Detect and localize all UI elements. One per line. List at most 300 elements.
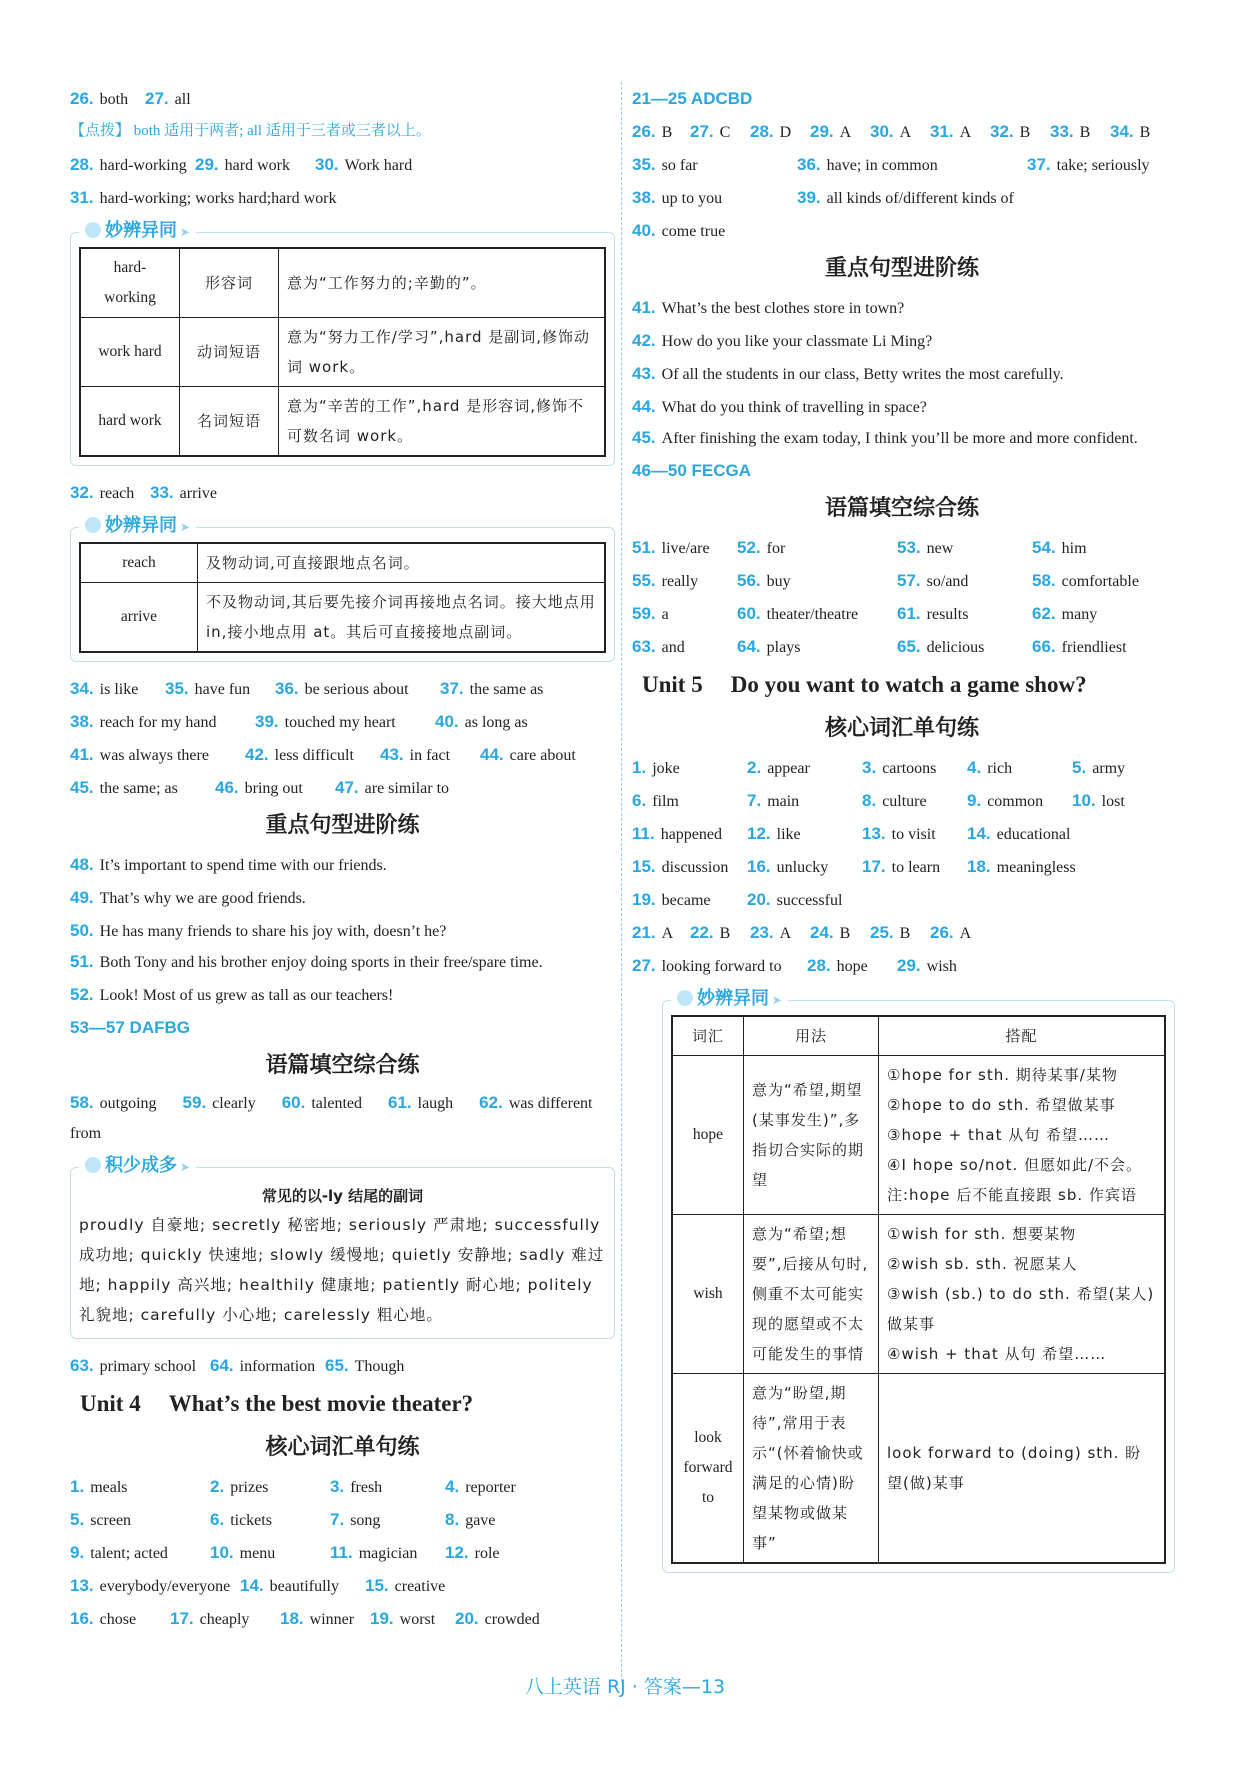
answer-text: B — [899, 925, 911, 942]
answer-text: chose — [99, 1611, 137, 1628]
arrow-icon: ➤ — [180, 1160, 191, 1174]
answer-item — [170, 1602, 249, 1636]
answer-item — [240, 1569, 339, 1603]
answer-number: 43. — [632, 364, 656, 383]
answer-row — [70, 1569, 615, 1602]
compare-box — [70, 220, 615, 466]
answer-text: discussion — [661, 859, 729, 876]
answer-text: comfortable — [1061, 573, 1139, 590]
answer-item — [315, 148, 412, 182]
answer-item — [632, 751, 680, 785]
answer-item — [930, 916, 971, 950]
answer-item — [632, 324, 932, 358]
answer-number: 42. — [632, 331, 656, 350]
answer-number: 5. — [1072, 758, 1087, 777]
answer-text: results — [926, 606, 969, 623]
answer-row — [70, 1088, 615, 1149]
answer-text: theater/theatre — [766, 606, 859, 623]
answer-item — [1027, 148, 1150, 182]
answer-number: 1. — [70, 1477, 85, 1496]
answer-row — [632, 390, 1172, 423]
answer-item — [1032, 531, 1087, 565]
unit-title: Unit 5 Do you want to watch a game show? — [642, 672, 1087, 697]
answer-item — [1032, 630, 1127, 664]
answer-text: a — [661, 606, 669, 623]
answer-number: 44. — [632, 397, 656, 416]
answer-text: After finishing the exam today, I think you’ll be more and more confident. — [661, 430, 1138, 447]
answer-text: talent; acted — [90, 1545, 168, 1562]
answer-item — [435, 705, 528, 739]
answer-item — [862, 850, 940, 884]
section-heading: 语篇填空综合练 — [824, 496, 979, 521]
answer-text: meals — [90, 1479, 128, 1496]
answer-number: 43. — [380, 745, 404, 764]
answer-item — [862, 751, 936, 785]
answer-item — [195, 148, 290, 182]
answer-text: What do you think of travelling in space? — [661, 399, 927, 416]
answer-text: have; in common — [826, 157, 938, 174]
answer-row — [632, 630, 1172, 663]
answer-text: meaningless — [996, 859, 1076, 876]
answer-item — [70, 181, 336, 215]
answer-row — [632, 564, 1172, 597]
tip-text: both 适用于两者; all 适用于三者或三者以上。 — [133, 123, 431, 139]
answer-text: up to you — [661, 190, 723, 207]
answer-text: gave — [465, 1512, 496, 1529]
answer-item — [330, 1536, 417, 1570]
answer-number: 21. — [632, 923, 656, 942]
answer-row — [632, 916, 1172, 949]
answer-text: C — [719, 124, 731, 141]
answer-text: and — [661, 639, 685, 656]
answer-text: take; seriously — [1056, 157, 1150, 174]
answer-item — [990, 115, 1030, 149]
answer-item — [70, 82, 128, 116]
table-row: hope 意为“希望,期望(某事发生)”,多指切合实际的期望 ①hope for sth. 期待某事/某物 ②hope to do sth. 希望做某事 ③hope + that 从句 希望…… ④I hope so/not. 但愿如此/不会。 注:hope 后不能直接跟 sb. 作宾语 — [672, 1056, 1165, 1215]
answer-row — [632, 949, 1172, 982]
answer-row — [70, 476, 615, 509]
answer-text: lost — [1101, 793, 1125, 810]
answer-item — [632, 564, 698, 598]
answer-item — [455, 1602, 540, 1636]
answer-item — [70, 1095, 157, 1112]
answer-number: 8. — [862, 791, 877, 810]
answer-item — [737, 531, 785, 565]
answer-number: 27. — [690, 122, 714, 141]
answer-item — [797, 181, 1014, 215]
answer-number: 24. — [810, 923, 834, 942]
answer-number: 11. — [330, 1543, 353, 1562]
answer-item — [275, 672, 409, 706]
answer-number: 41. — [632, 298, 656, 317]
answer-row — [70, 738, 615, 771]
compare-box — [70, 515, 615, 662]
answer-number: 35. — [632, 155, 656, 174]
arrow-icon: ➤ — [180, 520, 191, 534]
answer-item — [737, 630, 800, 664]
answer-item — [747, 850, 828, 884]
answer-text: are similar to — [364, 780, 450, 797]
answer-number: 28. — [807, 956, 831, 975]
table-row: hard work 名词短语 意为“辛苦的工作”,hard 是形容词,修饰不可数名词 work。 — [80, 387, 605, 457]
answer-row — [632, 817, 1172, 850]
answer-row — [70, 1470, 615, 1503]
answer-number: 11. — [632, 824, 655, 843]
answer-number: 17. — [862, 857, 886, 876]
answer-text: so/and — [926, 573, 969, 590]
answer-text: have fun — [194, 681, 251, 698]
compare-table — [671, 1015, 1166, 1564]
tip-note — [70, 115, 615, 148]
answer-item — [750, 916, 791, 950]
answer-number: 35. — [165, 679, 189, 698]
answer-number: 20. — [747, 890, 771, 909]
answer-number: 45. — [632, 428, 656, 447]
answer-text: reporter — [465, 1479, 516, 1496]
answer-item — [70, 1569, 230, 1603]
answer-text: happened — [660, 826, 723, 843]
answer-number: 4. — [967, 758, 982, 777]
answer-item — [897, 597, 968, 631]
answer-text: became — [661, 892, 711, 909]
answer-number: 58. — [70, 1093, 94, 1112]
answer-number: 46. — [215, 778, 239, 797]
answer-item — [280, 1602, 354, 1636]
answer-number: 10. — [210, 1543, 234, 1562]
right-column — [632, 82, 1172, 1583]
answer-number: 55. — [632, 571, 656, 590]
answer-number: 54. — [1032, 538, 1056, 557]
answer-text: A — [661, 925, 674, 942]
answer-text: A — [899, 124, 912, 141]
answer-number: 56. — [737, 571, 761, 590]
answer-item — [797, 148, 938, 182]
answer-item — [330, 1503, 380, 1537]
answer-item — [690, 115, 730, 149]
section-answer: 46—50 FECGA — [632, 461, 752, 480]
answer-text: hope — [836, 958, 868, 975]
answer-text: is like — [99, 681, 139, 698]
answer-text: role — [474, 1545, 500, 1562]
answer-number: 10. — [1072, 791, 1096, 810]
answer-row — [632, 423, 1172, 454]
answer-item — [737, 597, 858, 631]
answer-item — [750, 115, 791, 149]
answer-number: 16. — [70, 1609, 94, 1628]
answer-item — [1032, 564, 1139, 598]
answer-item — [365, 1569, 445, 1603]
answer-number: 20. — [455, 1609, 479, 1628]
answer-number: 49. — [70, 888, 94, 907]
answer-number: 3. — [330, 1477, 345, 1496]
answer-item — [747, 751, 810, 785]
answer-number: 53. — [897, 538, 921, 557]
tip-box-title: 积少成多 ➤ — [79, 1154, 196, 1179]
answer-item — [632, 531, 710, 565]
answer-item — [632, 916, 673, 950]
answer-number: 38. — [70, 712, 94, 731]
answer-text: many — [1061, 606, 1098, 623]
answer-number: 2. — [747, 758, 762, 777]
answer-number: 48. — [70, 855, 94, 874]
answer-row — [632, 751, 1172, 784]
answer-text: care about — [509, 747, 576, 764]
answer-item — [70, 954, 543, 971]
answer-item — [967, 817, 1070, 851]
answer-item — [632, 214, 725, 248]
answer-text: army — [1092, 760, 1126, 777]
answer-item — [1072, 784, 1125, 818]
answer-number: 45. — [70, 778, 94, 797]
answer-item — [445, 1503, 495, 1537]
answer-text: Though — [354, 1358, 405, 1375]
answer-item — [70, 848, 387, 882]
answer-number: 29. — [195, 155, 219, 174]
answer-item — [632, 949, 782, 983]
answer-text: so far — [661, 157, 698, 174]
answer-row — [70, 978, 615, 1011]
answer-item — [445, 1536, 500, 1570]
section-answer: 53—57 DAFBG — [70, 1018, 190, 1037]
answer-text: B — [719, 925, 731, 942]
answer-number: 9. — [70, 1543, 85, 1562]
answer-text: How do you like your classmate Li Ming? — [661, 333, 933, 350]
answer-number: 19. — [370, 1609, 394, 1628]
answer-text: B — [661, 124, 673, 141]
answer-text: was different from — [70, 1095, 593, 1142]
compare-box — [662, 988, 1175, 1573]
answer-number: 1. — [632, 758, 647, 777]
answer-item — [632, 850, 728, 884]
answer-text: rich — [987, 760, 1013, 777]
answer-number: 39. — [255, 712, 279, 731]
answer-item — [632, 883, 711, 917]
answer-text: cheaply — [199, 1611, 250, 1628]
answer-item — [807, 949, 868, 983]
table-row: look forward to 意为“盼望,期待”,常用于表示“(怀着愉快或满足的心情)盼望某物或做某事” look forward to (doing) sth. 盼望(做)某事 — [672, 1374, 1165, 1564]
answer-number: 34. — [70, 679, 94, 698]
answer-number: 57. — [897, 571, 921, 590]
answer-number: 40. — [435, 712, 459, 731]
answer-number: 13. — [70, 1576, 94, 1595]
answer-number: 36. — [275, 679, 299, 698]
answer-text: reach for my hand — [99, 714, 217, 731]
answer-text: unlucky — [776, 859, 829, 876]
answer-number: 4. — [445, 1477, 460, 1496]
answer-text: outgoing — [99, 1095, 157, 1112]
answer-text: laugh — [417, 1095, 454, 1112]
answer-number: 7. — [330, 1510, 345, 1529]
answer-row — [632, 850, 1172, 883]
answer-row — [70, 1536, 615, 1569]
answer-text: information — [239, 1358, 316, 1375]
answer-text: appear — [767, 760, 810, 777]
answer-row — [70, 1602, 615, 1635]
answer-text: screen — [90, 1512, 132, 1529]
answer-row — [70, 914, 615, 947]
answer-item — [282, 1095, 362, 1112]
answer-text: come true — [661, 223, 726, 240]
answer-text: magician — [358, 1545, 418, 1562]
answer-text: creative — [394, 1578, 446, 1595]
answer-text: as long as — [464, 714, 528, 731]
answer-number: 32. — [70, 483, 94, 502]
compare-table — [79, 542, 606, 653]
section-heading: 重点句型进阶练 — [824, 256, 979, 281]
table-row: wish 意为“希望;想要”,后接从句时,侧重不太可能实现的愿望或不太可能发生的事情 ①wish for sth. 想要某物 ②wish sb. sth. 祝愿某人 ③wish (sb.) to do sth. 希望(某人)做某事 ④wish + that 从句 希望…… — [672, 1215, 1165, 1374]
answer-item — [70, 914, 446, 948]
answer-number: 25. — [870, 923, 894, 942]
answer-number: 5. — [70, 1510, 85, 1529]
answer-number: 34. — [1110, 122, 1134, 141]
answer-text: arrive — [179, 485, 217, 502]
answer-text: to visit — [891, 826, 936, 843]
answer-text: primary school — [99, 1358, 197, 1375]
answer-row — [632, 115, 1172, 148]
answer-row — [632, 148, 1172, 181]
answer-text: talented — [311, 1095, 362, 1112]
answer-item — [330, 1470, 382, 1504]
answer-item — [632, 817, 722, 851]
answer-text: reach — [99, 485, 135, 502]
answer-item — [632, 784, 679, 818]
answer-number: 27. — [145, 89, 169, 108]
answer-text: crowded — [484, 1611, 540, 1628]
answer-number: 63. — [632, 637, 656, 656]
answer-number: 28. — [750, 122, 774, 141]
answer-item — [870, 115, 911, 149]
answer-text: Both Tony and his brother enjoy doing sports in their free/spare time. — [99, 954, 543, 971]
answer-text: fresh — [350, 1479, 383, 1496]
answer-item — [325, 1349, 404, 1383]
answer-text: tickets — [230, 1512, 272, 1529]
answer-item — [810, 916, 850, 950]
lightbulb-icon — [85, 222, 101, 238]
lightbulb-icon — [677, 990, 693, 1006]
answer-item — [215, 771, 303, 805]
answer-row — [632, 214, 1172, 247]
answer-number: 33. — [150, 483, 174, 502]
answer-text: both — [99, 91, 129, 108]
answer-item — [632, 181, 722, 215]
answer-item — [632, 148, 698, 182]
answer-item — [335, 771, 449, 805]
answer-number: 15. — [365, 1576, 389, 1595]
answer-item — [70, 1503, 131, 1537]
answer-item — [70, 476, 134, 510]
answer-item — [632, 390, 927, 424]
answer-item — [632, 291, 904, 325]
answer-number: 50. — [70, 921, 94, 940]
answer-number: 18. — [280, 1609, 304, 1628]
answer-text: B — [1139, 124, 1151, 141]
answer-item — [632, 430, 1138, 447]
answer-number: 33. — [1050, 122, 1074, 141]
answer-text: A — [959, 124, 972, 141]
compare-box-title: 妙辨异同 ➤ — [79, 514, 196, 539]
answer-text: cartoons — [882, 760, 937, 777]
answer-text: touched my heart — [284, 714, 396, 731]
answer-row — [70, 705, 615, 738]
table-row: hard-working 形容词 意为“工作努力的;辛勤的”。 — [80, 248, 605, 318]
answer-number: 64. — [210, 1356, 234, 1375]
answer-number: 22. — [690, 923, 714, 942]
answer-item — [747, 817, 801, 851]
answer-text: A — [779, 925, 792, 942]
answer-text: A — [839, 124, 852, 141]
answer-item — [150, 476, 217, 510]
answer-text: common — [987, 793, 1044, 810]
answer-item — [1032, 597, 1097, 631]
answer-item — [70, 148, 187, 182]
answer-text: D — [779, 124, 792, 141]
answer-row — [632, 597, 1172, 630]
answer-item — [747, 883, 842, 917]
answer-item — [70, 881, 306, 915]
table-row: reach 及物动词,可直接跟地点名词。 — [80, 543, 605, 583]
answer-number: 38. — [632, 188, 656, 207]
answer-number: 37. — [1027, 155, 1051, 174]
tip-box-text: proudly 自豪地; secretly 秘密地; seriously 严肃地; successfully 成功地; quickly 快速地; slowly 缓慢地; quietly 安静地; sadly 难过地; happily 高兴地; healthily 健康地; patiently 耐心地; politely 礼貌地; carefully 小心地; carelessly 粗心地。 — [79, 1216, 605, 1324]
answer-number: 44. — [480, 745, 504, 764]
answer-item — [70, 978, 393, 1012]
answer-number: 31. — [70, 188, 94, 207]
tip-label: 【点拨】 — [70, 123, 131, 139]
section-heading: 核心词汇单句练 — [265, 1435, 420, 1460]
answer-text: the same as — [469, 681, 544, 698]
answer-text: all kinds of/different kinds of — [826, 190, 1014, 207]
answer-item — [70, 1349, 196, 1383]
answer-item — [70, 705, 216, 739]
answer-text: buy — [766, 573, 791, 590]
answer-text: song — [350, 1512, 381, 1529]
answer-number: 62. — [479, 1093, 503, 1112]
answer-number: 32. — [990, 122, 1014, 141]
answer-text: Of all the students in our class, Betty writes the most carefully. — [661, 366, 1064, 383]
answer-item — [897, 531, 953, 565]
answer-number: 16. — [747, 857, 771, 876]
answer-number: 8. — [445, 1510, 460, 1529]
answer-row — [70, 148, 615, 181]
answer-number: 66. — [1032, 637, 1056, 656]
answer-item — [210, 1503, 272, 1537]
answer-item — [145, 82, 191, 116]
answer-item — [897, 630, 984, 664]
answer-number: 47. — [335, 778, 359, 797]
answer-text: What’s the best clothes store in town? — [661, 300, 905, 317]
answer-number: 31. — [930, 122, 954, 141]
answer-text: the same; as — [99, 780, 178, 797]
answer-item — [632, 115, 672, 149]
answer-text: be serious about — [304, 681, 409, 698]
answer-item — [897, 564, 968, 598]
answer-number: 30. — [315, 155, 339, 174]
answer-item — [165, 672, 250, 706]
answer-number: 26. — [930, 923, 954, 942]
answer-number: 39. — [797, 188, 821, 207]
answer-item — [480, 738, 576, 772]
answer-number: 52. — [70, 985, 94, 1004]
answer-text: He has many friends to share his joy with, doesn’t he? — [99, 923, 447, 940]
answer-item — [862, 817, 936, 851]
lightbulb-icon — [85, 517, 101, 533]
answer-text: everybody/everyone — [99, 1578, 231, 1595]
answer-number: 9. — [967, 791, 982, 810]
answer-number: 62. — [1032, 604, 1056, 623]
answer-row — [70, 771, 615, 804]
answer-item — [632, 597, 669, 631]
answer-text: hard-working; works hard;hard work — [99, 190, 337, 207]
